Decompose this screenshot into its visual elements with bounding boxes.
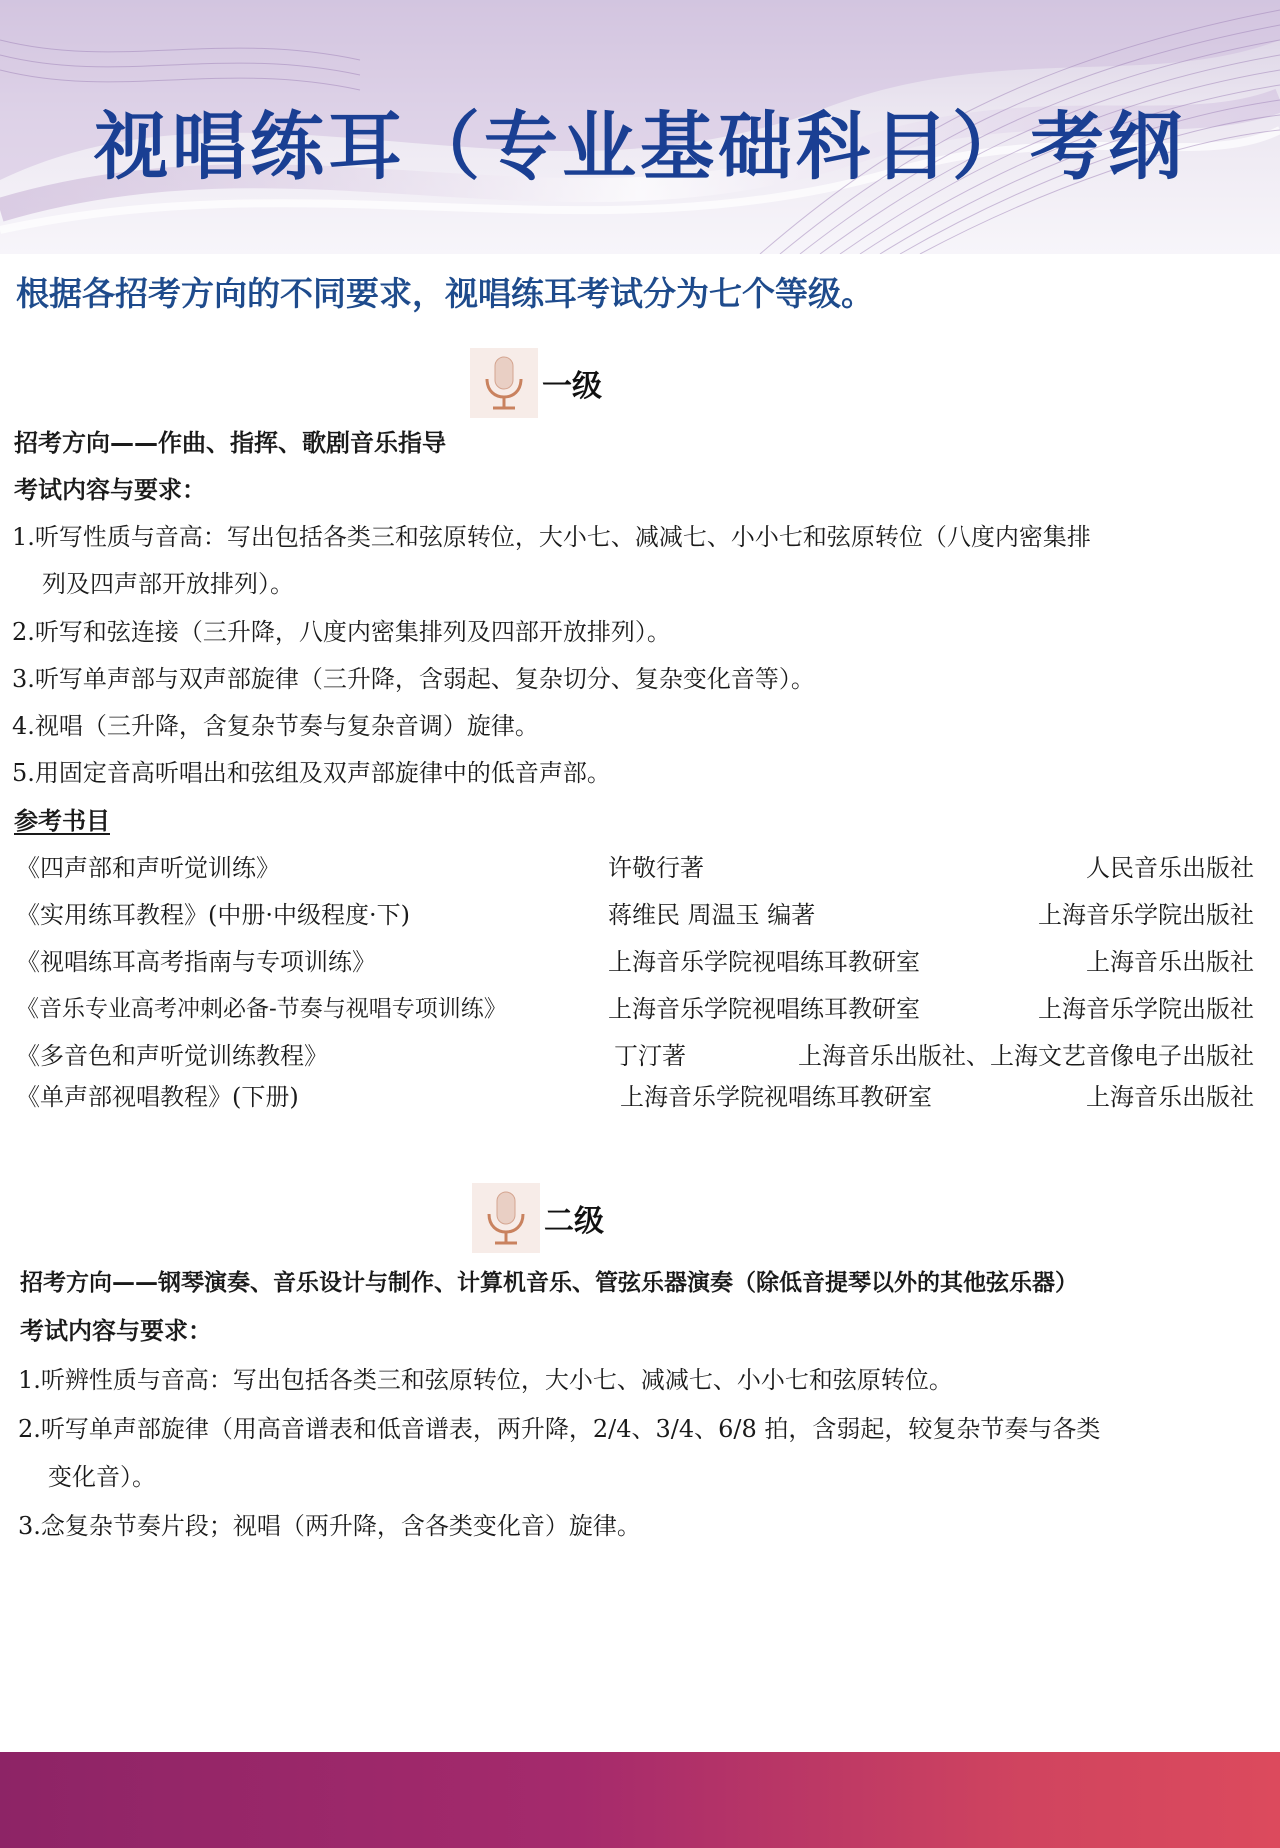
level1-item: 4.视唱（三升降，含复杂节奏与复杂音调）旋律。 [12, 712, 539, 740]
book-publisher: 人民音乐出版社 [1086, 854, 1254, 882]
level1-item: 5.用固定音高听唱出和弦组及双声部旋律中的低音声部。 [12, 759, 611, 787]
book-publisher: 上海音乐学院出版社 [1038, 901, 1254, 929]
page-title: 视唱练耳（专业基础科目）考纲 [94, 104, 1186, 190]
level1-books-label: 参考书目 [14, 807, 110, 835]
footer-bar [0, 1752, 1280, 1848]
book-publisher: 上海音乐出版社、上海文艺音像电子出版社 [798, 1042, 1254, 1070]
level2-item: 1.听辨性质与音高：写出包括各类三和弦原转位，大小七、减减七、小小七和弦原转位。 [18, 1366, 953, 1394]
book-author: 许敬行著 [608, 854, 704, 882]
book-author: 蒋维民 周温玉 编著 [608, 901, 816, 929]
level2-heading [472, 1183, 604, 1253]
level2-title: 二级 [544, 1204, 604, 1239]
level2-item: 变化音）。 [48, 1463, 156, 1491]
level1-item: 3.听写单声部与双声部旋律（三升降，含弱起、复杂切分、复杂变化音等）。 [12, 665, 815, 693]
book-title: 《四声部和声听觉训练》 [16, 854, 280, 882]
book-title: 《视唱练耳高考指南与专项训练》 [16, 948, 376, 976]
microphone-icon [472, 1183, 540, 1253]
book-publisher: 上海音乐出版社 [1086, 948, 1254, 976]
level1-requirements-label: 考试内容与要求： [14, 476, 206, 504]
header-banner [0, 0, 1280, 254]
level1-item: 1.听写性质与音高：写出包括各类三和弦原转位，大小七、减减七、小小七和弦原转位（八度内密集排 [12, 523, 1091, 551]
intro-text: 根据各招考方向的不同要求，视唱练耳考试分为七个等级。 [16, 274, 874, 313]
book-author: 上海音乐学院视唱练耳教研室 [608, 948, 920, 976]
level1-title: 一级 [542, 369, 602, 404]
level2-item: 2.听写单声部旋律（用高音谱表和低音谱表，两升降，2/4、3/4、6/8 拍，含弱起，较复杂节奏与各类 [18, 1415, 1101, 1443]
level1-heading [470, 348, 602, 418]
level1-item: 2.听写和弦连接（三升降，八度内密集排列及四部开放排列）。 [12, 618, 671, 646]
book-author: 上海音乐学院视唱练耳教研室 [608, 995, 920, 1023]
level1-item: 列及四声部开放排列）。 [42, 570, 294, 598]
book-publisher: 上海音乐学院出版社 [1038, 995, 1254, 1023]
level2-requirements-label: 考试内容与要求： [20, 1317, 212, 1345]
level2-direction: 招考方向——钢琴演奏、音乐设计与制作、计算机音乐、管弦乐器演奏（除低音提琴以外的其他弦乐器） [20, 1270, 1078, 1296]
level2-item: 3.念复杂节奏片段；视唱（两升降，含各类变化音）旋律。 [18, 1512, 641, 1540]
book-author: 上海音乐学院视唱练耳教研室 [620, 1083, 932, 1111]
book-title: 《多音色和声听觉训练教程》 [16, 1042, 328, 1070]
book-author: 丁汀著 [614, 1042, 686, 1070]
book-title: 《实用练耳教程》(中册·中级程度·下) [16, 901, 410, 929]
book-publisher: 上海音乐出版社 [1086, 1083, 1254, 1111]
microphone-icon [470, 348, 538, 418]
book-title: 《单声部视唱教程》(下册) [16, 1083, 299, 1111]
book-title: 《音乐专业高考冲刺必备-节奏与视唱专项训练》 [16, 996, 507, 1022]
level1-direction: 招考方向——作曲、指挥、歌剧音乐指导 [14, 429, 446, 457]
